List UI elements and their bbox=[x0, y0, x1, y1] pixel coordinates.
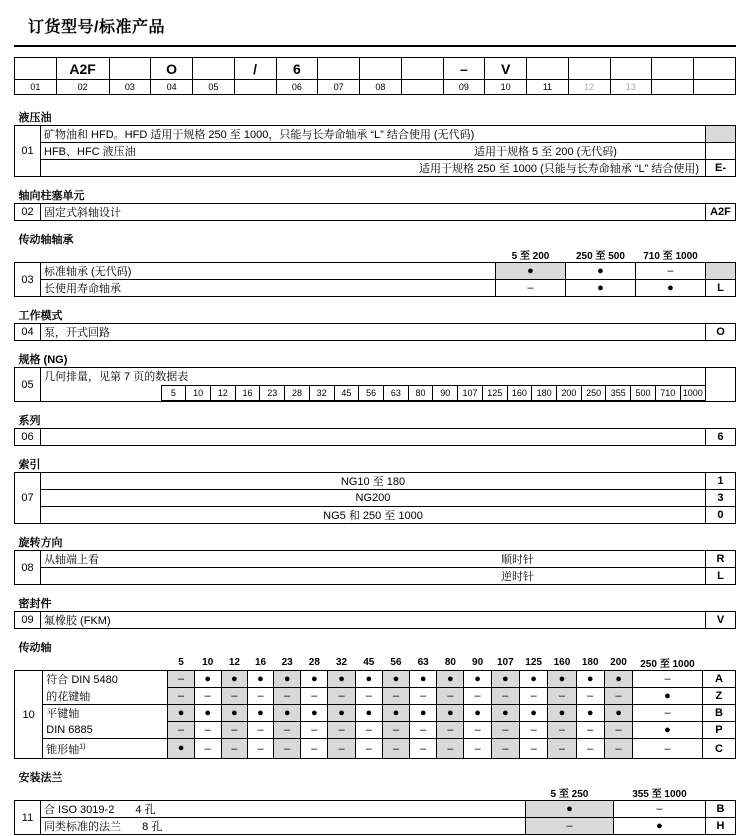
option-mark: – bbox=[410, 739, 437, 759]
option-mark: ● bbox=[548, 705, 576, 722]
spacer bbox=[702, 655, 735, 671]
column-header: 5 至 200 bbox=[511, 251, 550, 262]
code-key-numbers bbox=[15, 80, 736, 95]
code-number: 11 bbox=[527, 80, 569, 95]
option-mark: ● bbox=[491, 671, 519, 688]
option-code bbox=[705, 368, 735, 385]
size-cell: 500 bbox=[631, 385, 656, 400]
option-code: A2F bbox=[705, 204, 735, 221]
option-label bbox=[41, 143, 706, 160]
option-mark: – bbox=[301, 739, 328, 759]
column-header: 107 bbox=[496, 657, 514, 668]
option-label: NG200 bbox=[41, 490, 706, 507]
option-code: Z bbox=[702, 688, 735, 705]
code-number: 09 bbox=[443, 80, 485, 95]
option-label: DIN 6885 bbox=[43, 722, 168, 739]
option-mark: ● bbox=[410, 671, 437, 688]
size-cell: 16 bbox=[235, 385, 260, 400]
option-mark: – bbox=[548, 688, 576, 705]
option-code: O bbox=[706, 324, 736, 341]
option-mark: – bbox=[410, 722, 437, 739]
block-header: 系列 bbox=[18, 415, 41, 427]
size-cell: 5 bbox=[161, 385, 186, 400]
option-mark: – bbox=[604, 688, 632, 705]
option-code: H bbox=[705, 818, 735, 835]
option-mark: – bbox=[519, 739, 547, 759]
code-number: 03 bbox=[109, 80, 151, 95]
code-cell bbox=[109, 58, 151, 80]
block-index: 07 bbox=[15, 473, 41, 524]
code-number: 08 bbox=[360, 80, 402, 95]
option-mark: – bbox=[168, 671, 194, 688]
block-header: 安装法兰 bbox=[18, 772, 63, 784]
block-header: 液压油 bbox=[18, 112, 52, 124]
option-mark: – bbox=[576, 739, 604, 759]
size-cell: 250 bbox=[581, 385, 606, 400]
option-mark: ● bbox=[301, 705, 328, 722]
option-mark: ● bbox=[328, 671, 355, 688]
option-label: 符合 DIN 5480 bbox=[43, 671, 168, 688]
option-mark: – bbox=[168, 688, 194, 705]
option-mark: ● bbox=[633, 688, 703, 705]
option-sub-label: 适用于规格 5 至 200 (无代码) bbox=[473, 146, 617, 158]
option-code: 1 bbox=[705, 473, 735, 490]
column-header: 5 bbox=[178, 657, 184, 668]
option-mark: – bbox=[491, 688, 519, 705]
option-label bbox=[41, 818, 526, 835]
option-code: 0 bbox=[705, 507, 735, 524]
option-mark: – bbox=[464, 688, 491, 705]
option-mark: – bbox=[328, 739, 355, 759]
option-code bbox=[705, 385, 735, 402]
option-mark: ● bbox=[464, 671, 491, 688]
code-number: 13 bbox=[610, 80, 652, 95]
code-number: 06 bbox=[276, 80, 318, 95]
code-number bbox=[401, 80, 443, 95]
code-number bbox=[652, 80, 694, 95]
option-label: 的花键轴 bbox=[43, 688, 168, 705]
size-cell: 45 bbox=[334, 385, 359, 400]
option-label-text: 锥形轴 bbox=[46, 743, 80, 756]
size-cell: 180 bbox=[532, 385, 557, 400]
option-mark: – bbox=[221, 688, 247, 705]
option-mark: – bbox=[221, 739, 247, 759]
option-mark: ● bbox=[565, 263, 635, 280]
option-mark: ● bbox=[168, 739, 194, 759]
block-header: 规格 (NG) bbox=[18, 354, 68, 366]
block-index-code bbox=[14, 456, 736, 524]
size-cell: 12 bbox=[210, 385, 235, 400]
option-mark: – bbox=[247, 722, 273, 739]
block-header: 索引 bbox=[18, 459, 41, 471]
option-code: A bbox=[702, 671, 735, 688]
option-code bbox=[705, 263, 735, 280]
size-cell: 1000 bbox=[680, 385, 705, 400]
size-cell: 90 bbox=[433, 385, 458, 400]
option-mark: ● bbox=[382, 671, 409, 688]
block-header: 旋转方向 bbox=[18, 537, 63, 549]
block-hydraulic-fluid bbox=[14, 109, 736, 177]
spacer bbox=[41, 785, 526, 801]
block-mounting-flange bbox=[14, 769, 736, 835]
block-index: 08 bbox=[15, 551, 41, 585]
column-header: 45 bbox=[363, 657, 375, 668]
code-cell bbox=[652, 58, 694, 80]
option-mark: ● bbox=[576, 671, 604, 688]
option-mark: – bbox=[382, 722, 409, 739]
spacer bbox=[705, 785, 735, 801]
option-mark: ● bbox=[301, 671, 328, 688]
option-mark: ● bbox=[328, 705, 355, 722]
option-mark: – bbox=[274, 722, 301, 739]
column-header: 250 至 500 bbox=[576, 251, 625, 262]
table-row bbox=[15, 705, 736, 722]
option-mark: – bbox=[301, 722, 328, 739]
code-cell: O bbox=[151, 58, 193, 80]
block-header: 传动轴轴承 bbox=[18, 234, 74, 246]
option-mark: ● bbox=[437, 671, 464, 688]
column-header: 23 bbox=[281, 657, 293, 668]
option-mark: ● bbox=[613, 818, 705, 835]
option-mark: – bbox=[548, 739, 576, 759]
size-cell: 32 bbox=[309, 385, 334, 400]
option-code bbox=[705, 126, 735, 143]
option-mark: ● bbox=[548, 671, 576, 688]
block-index: 06 bbox=[15, 429, 41, 446]
order-code-key bbox=[14, 57, 736, 95]
block-series bbox=[14, 412, 736, 446]
option-mark: ● bbox=[382, 705, 409, 722]
option-label bbox=[41, 568, 706, 585]
option-mark: – bbox=[355, 739, 382, 759]
size-row bbox=[41, 385, 705, 400]
code-number: 02 bbox=[56, 80, 109, 95]
spacer bbox=[15, 785, 41, 801]
block-drive-shaft bbox=[14, 639, 736, 759]
option-mark: – bbox=[355, 688, 382, 705]
option-mark: – bbox=[491, 739, 519, 759]
option-mark: ● bbox=[274, 671, 301, 688]
option-mark: ● bbox=[464, 705, 491, 722]
column-header: 355 至 1000 bbox=[632, 789, 687, 800]
option-code bbox=[705, 143, 735, 160]
option-label bbox=[41, 801, 526, 818]
option-mark: – bbox=[633, 739, 703, 759]
option-note: 几何排量，见第 7 页的数据表 bbox=[41, 368, 706, 385]
option-mark: ● bbox=[525, 801, 613, 818]
code-cell bbox=[193, 58, 235, 80]
size-cell: 10 bbox=[186, 385, 211, 400]
code-number: 10 bbox=[485, 80, 527, 95]
option-mark: ● bbox=[633, 722, 703, 739]
option-code: B bbox=[705, 801, 735, 818]
size-cell: 107 bbox=[458, 385, 483, 400]
code-cell: 6 bbox=[276, 58, 318, 80]
block-mode-of-operation bbox=[14, 307, 736, 341]
option-label-text: 合 ISO 3019-2 bbox=[44, 804, 115, 816]
code-cell: / bbox=[234, 58, 276, 80]
size-cell: 63 bbox=[383, 385, 408, 400]
option-mark: – bbox=[491, 722, 519, 739]
option-label bbox=[41, 429, 706, 446]
block-size-ng bbox=[14, 351, 736, 402]
spacer bbox=[15, 247, 41, 263]
block-index: 02 bbox=[15, 204, 41, 221]
option-label: 标准轴承 (无代码) bbox=[41, 263, 496, 280]
option-mark: – bbox=[328, 688, 355, 705]
option-mark: ● bbox=[604, 705, 632, 722]
size-list-cell bbox=[41, 385, 706, 402]
code-cell bbox=[568, 58, 610, 80]
code-number: 05 bbox=[193, 80, 235, 95]
option-code: B bbox=[702, 705, 735, 722]
option-mark: – bbox=[274, 688, 301, 705]
size-cell: 355 bbox=[606, 385, 631, 400]
option-label bbox=[43, 739, 168, 759]
column-header: 32 bbox=[336, 657, 348, 668]
block-index: 03 bbox=[15, 263, 41, 297]
block-header: 轴向柱塞单元 bbox=[18, 190, 85, 202]
size-cell: 80 bbox=[408, 385, 433, 400]
option-hole-count: 8 孔 bbox=[142, 821, 163, 833]
option-mark: ● bbox=[437, 705, 464, 722]
option-mark: – bbox=[495, 280, 565, 297]
code-number: 01 bbox=[15, 80, 57, 95]
option-mark: ● bbox=[194, 671, 221, 688]
block-axial-piston-unit bbox=[14, 187, 736, 221]
option-code: 3 bbox=[705, 490, 735, 507]
option-mark: ● bbox=[274, 705, 301, 722]
spacer bbox=[705, 247, 735, 263]
block-index: 04 bbox=[15, 324, 41, 341]
code-number: 12 bbox=[568, 80, 610, 95]
option-mark: – bbox=[194, 739, 221, 759]
option-mark: – bbox=[328, 722, 355, 739]
code-cell bbox=[610, 58, 652, 80]
option-code: R bbox=[706, 551, 736, 568]
option-mark: – bbox=[576, 722, 604, 739]
option-mark: – bbox=[437, 688, 464, 705]
block-index: 10 bbox=[15, 671, 43, 759]
column-header: 90 bbox=[472, 657, 484, 668]
option-mark: – bbox=[633, 705, 703, 722]
column-header: 56 bbox=[390, 657, 402, 668]
option-label: 氟橡胶 (FKM) bbox=[41, 612, 706, 629]
option-mark: – bbox=[382, 739, 409, 759]
option-mark: ● bbox=[168, 705, 194, 722]
code-cell bbox=[360, 58, 402, 80]
spacer bbox=[43, 655, 168, 671]
option-code: P bbox=[702, 722, 735, 739]
option-sub-label: 逆时针 bbox=[501, 571, 534, 583]
option-mark: ● bbox=[410, 705, 437, 722]
code-number: 04 bbox=[151, 80, 193, 95]
size-cell: 200 bbox=[557, 385, 582, 400]
table-row bbox=[15, 671, 736, 688]
option-mark: – bbox=[633, 671, 703, 688]
option-mark: – bbox=[635, 263, 705, 280]
block-header: 工作模式 bbox=[18, 310, 63, 322]
code-cell bbox=[527, 58, 569, 80]
option-mark: – bbox=[604, 739, 632, 759]
option-mark: ● bbox=[576, 705, 604, 722]
option-mark: – bbox=[274, 739, 301, 759]
option-mark: – bbox=[576, 688, 604, 705]
option-mark: ● bbox=[604, 671, 632, 688]
option-mark: – bbox=[519, 722, 547, 739]
option-mark: – bbox=[437, 722, 464, 739]
option-mark: – bbox=[410, 688, 437, 705]
block-seals bbox=[14, 595, 736, 629]
option-mark: – bbox=[548, 722, 576, 739]
option-mark: – bbox=[613, 801, 705, 818]
spacer bbox=[41, 385, 161, 400]
option-code: C bbox=[702, 739, 735, 759]
option-mark: – bbox=[168, 722, 194, 739]
code-key-values bbox=[15, 58, 736, 80]
option-mark: – bbox=[382, 688, 409, 705]
option-mark: ● bbox=[491, 705, 519, 722]
table-row bbox=[15, 739, 736, 759]
column-header: 200 bbox=[610, 657, 627, 668]
block-header: 传动轴 bbox=[18, 642, 52, 654]
option-mark: ● bbox=[247, 671, 273, 688]
size-cell: 710 bbox=[655, 385, 680, 400]
option-label: NG5 和 250 至 1000 bbox=[41, 507, 706, 524]
column-header: 63 bbox=[417, 657, 429, 668]
option-label-text: HFB、HFC 液压油 bbox=[44, 146, 136, 158]
option-label: 固定式斜轴设计 bbox=[41, 204, 706, 221]
code-cell: A2F bbox=[56, 58, 109, 80]
option-mark: – bbox=[437, 739, 464, 759]
option-mark: – bbox=[525, 818, 613, 835]
option-mark: ● bbox=[221, 671, 247, 688]
table-row bbox=[15, 688, 736, 705]
table-row bbox=[15, 722, 736, 739]
column-header: 710 至 1000 bbox=[643, 251, 698, 262]
option-sub-label: 顺时针 bbox=[501, 554, 534, 566]
option-mark: – bbox=[247, 739, 273, 759]
option-mark: ● bbox=[565, 280, 635, 297]
block-index: 11 bbox=[15, 801, 41, 835]
column-header: 250 至 1000 bbox=[640, 659, 695, 670]
column-header: 125 bbox=[525, 657, 542, 668]
option-mark: ● bbox=[221, 705, 247, 722]
option-mark: – bbox=[221, 722, 247, 739]
option-mark: ● bbox=[355, 671, 382, 688]
block-index: 01 bbox=[15, 126, 41, 177]
option-mark: ● bbox=[355, 705, 382, 722]
option-label: 平键轴 bbox=[43, 705, 168, 722]
footnote-marker: 1) bbox=[79, 742, 86, 750]
code-number: 07 bbox=[318, 80, 360, 95]
option-code: 6 bbox=[705, 429, 735, 446]
option-mark: – bbox=[604, 722, 632, 739]
option-mark: – bbox=[247, 688, 273, 705]
size-cell: 23 bbox=[260, 385, 285, 400]
size-cell: 56 bbox=[359, 385, 384, 400]
option-mark: – bbox=[519, 688, 547, 705]
option-mark: – bbox=[301, 688, 328, 705]
option-label-text: 同类标准的法兰 bbox=[44, 821, 121, 833]
option-mark: ● bbox=[635, 280, 705, 297]
option-code: E- bbox=[705, 160, 735, 177]
option-mark: – bbox=[194, 722, 221, 739]
code-number bbox=[234, 80, 276, 95]
option-mark: ● bbox=[247, 705, 273, 722]
option-code: L bbox=[705, 280, 735, 297]
option-label: 矿物油和 HFD。HFD 适用于规格 250 至 1000，只能与长寿命轴承 “L” 结合使用 (无代码) bbox=[41, 126, 706, 143]
column-header: 160 bbox=[553, 657, 571, 668]
option-mark: – bbox=[464, 722, 491, 739]
code-cell bbox=[15, 58, 57, 80]
code-cell: V bbox=[485, 58, 527, 80]
block-direction-of-rotation bbox=[14, 534, 736, 585]
column-header: 80 bbox=[444, 657, 456, 668]
option-code: L bbox=[706, 568, 736, 585]
size-cell: 125 bbox=[482, 385, 507, 400]
block-drive-shaft-bearing bbox=[14, 231, 736, 297]
option-mark: ● bbox=[519, 705, 547, 722]
block-index: 05 bbox=[15, 368, 41, 402]
spacer bbox=[41, 247, 496, 263]
option-label-text: 从轴端上看 bbox=[44, 554, 99, 566]
option-hole-count: 4 孔 bbox=[135, 804, 156, 816]
option-mark: ● bbox=[495, 263, 565, 280]
option-label: NG10 至 180 bbox=[41, 473, 706, 490]
column-header: 5 至 250 bbox=[550, 789, 589, 800]
code-number bbox=[694, 80, 736, 95]
block-index: 09 bbox=[15, 612, 41, 629]
column-header: 28 bbox=[308, 657, 320, 668]
option-label: 长使用寿命轴承 bbox=[41, 280, 496, 297]
code-cell bbox=[401, 58, 443, 80]
page-title: 订货型号/标准产品 bbox=[14, 10, 736, 47]
option-mark: – bbox=[355, 722, 382, 739]
block-header: 密封件 bbox=[18, 598, 52, 610]
option-label: 适用于规格 250 至 1000 (只能与长寿命轴承 “L” 结合使用) bbox=[41, 160, 706, 177]
option-label bbox=[41, 551, 706, 568]
option-mark: – bbox=[464, 739, 491, 759]
option-code: V bbox=[705, 612, 735, 629]
code-cell: – bbox=[443, 58, 485, 80]
option-mark: ● bbox=[519, 671, 547, 688]
code-cell bbox=[318, 58, 360, 80]
option-label: 泵，开式回路 bbox=[41, 324, 706, 341]
column-header: 10 bbox=[202, 657, 214, 668]
code-cell bbox=[694, 58, 736, 80]
size-cell: 28 bbox=[285, 385, 310, 400]
spacer bbox=[15, 655, 43, 671]
size-cell: 160 bbox=[507, 385, 532, 400]
column-header: 12 bbox=[228, 657, 240, 668]
option-mark: ● bbox=[194, 705, 221, 722]
column-header: 16 bbox=[254, 657, 267, 668]
column-header: 180 bbox=[581, 657, 599, 668]
option-mark: – bbox=[194, 688, 221, 705]
